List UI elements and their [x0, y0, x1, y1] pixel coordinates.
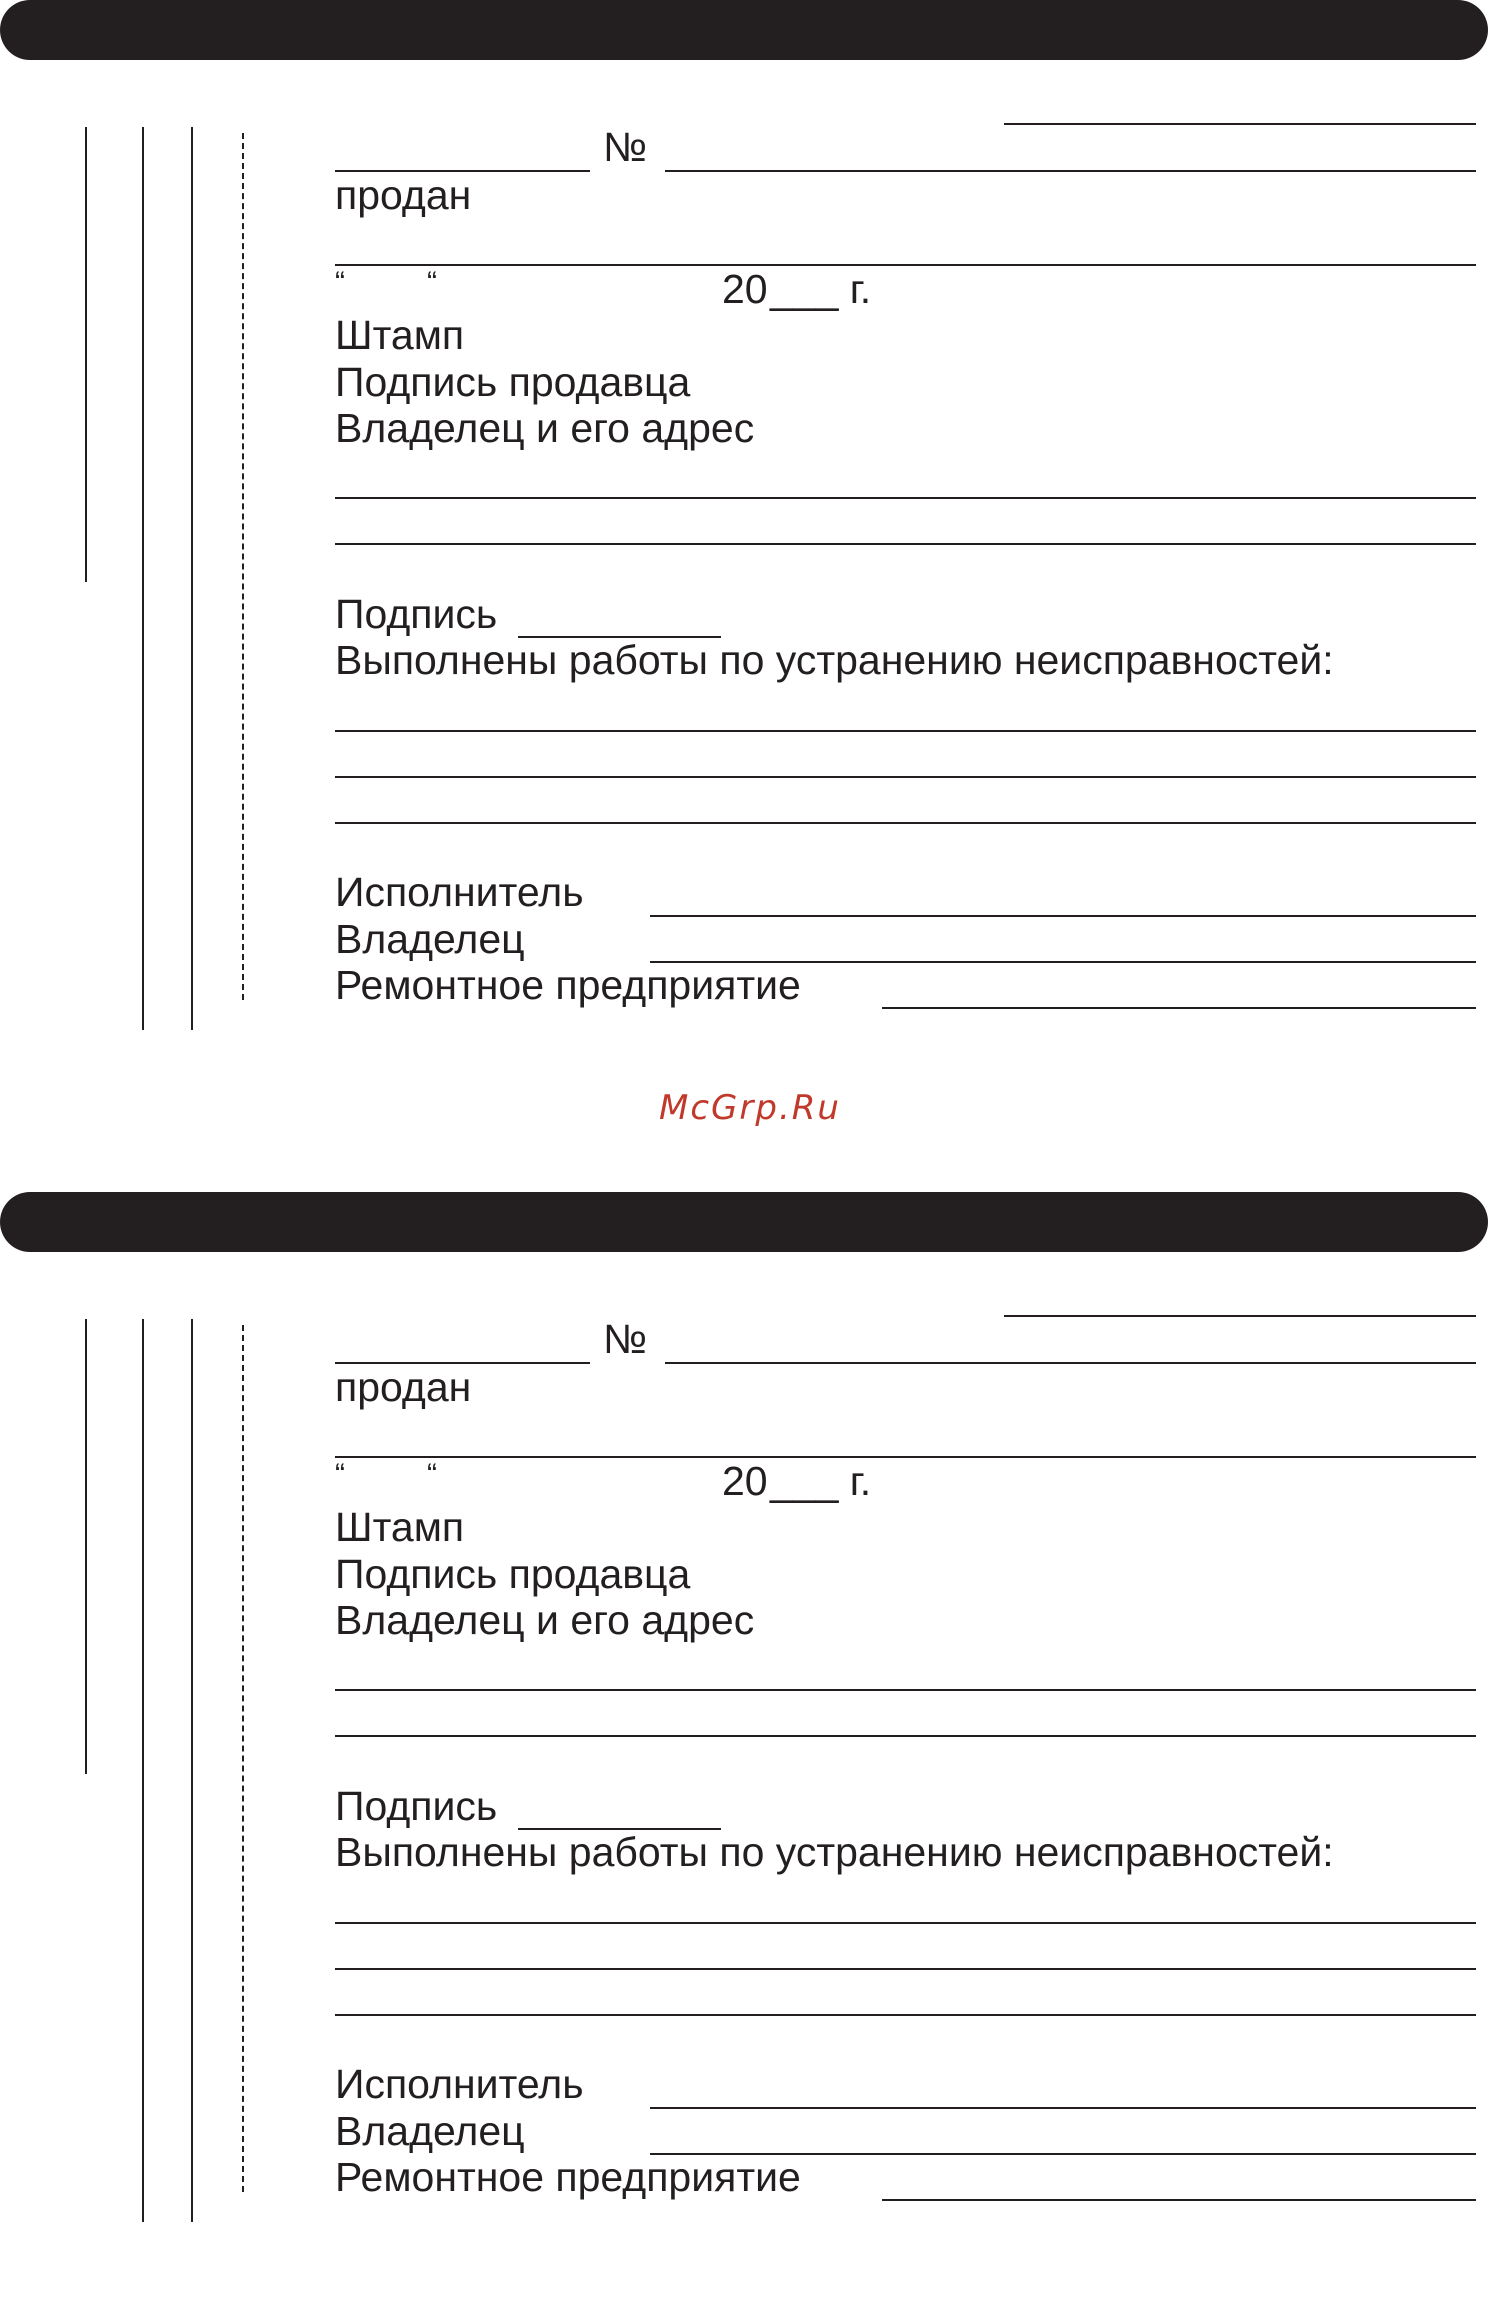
- repair-company-label: Ремонтное предприятие: [335, 2154, 801, 2200]
- executor-field[interactable]: [650, 2107, 1476, 2109]
- serial-number-field[interactable]: [665, 1362, 1476, 1364]
- executor-label: Исполнитель: [335, 869, 584, 915]
- margin-line: [142, 1319, 144, 2222]
- works-field[interactable]: [335, 1922, 1476, 1924]
- top-right-field[interactable]: [1004, 123, 1476, 125]
- sold-label: продан: [335, 1364, 472, 1410]
- owner-address-label: Владелец и его адрес: [335, 405, 755, 451]
- number-sign: №: [603, 124, 647, 170]
- warranty-coupon-2: [0, 1192, 1488, 2312]
- repair-company-field[interactable]: [882, 1007, 1476, 1009]
- cut-line: [242, 133, 244, 1000]
- repair-company-label: Ремонтное предприятие: [335, 962, 801, 1008]
- watermark: McGrp.Ru: [659, 1088, 841, 1128]
- works-field[interactable]: [335, 822, 1476, 824]
- cut-line: [242, 1325, 244, 2192]
- executor-field[interactable]: [650, 915, 1476, 917]
- margin-line: [85, 127, 87, 582]
- works-label: Выполнены работы по устранению неисправностей:: [335, 637, 1334, 683]
- top-right-field[interactable]: [1004, 1315, 1476, 1317]
- margin-line: [142, 127, 144, 1030]
- signature-label: Подпись: [335, 591, 498, 637]
- date-close-quote: “: [427, 266, 437, 299]
- owner-label: Владелец: [335, 916, 525, 962]
- stamp-label: Штамп: [335, 312, 465, 358]
- owner-address-field[interactable]: [335, 1735, 1476, 1737]
- seller-signature-label: Подпись продавца: [335, 1551, 691, 1597]
- year-prefix: 20: [722, 1458, 768, 1504]
- works-field[interactable]: [335, 730, 1476, 732]
- executor-label: Исполнитель: [335, 2061, 584, 2107]
- owner-address-label: Владелец и его адрес: [335, 1597, 755, 1643]
- repair-company-field[interactable]: [882, 2199, 1476, 2201]
- owner-address-field[interactable]: [335, 497, 1476, 499]
- works-field[interactable]: [335, 776, 1476, 778]
- date-close-quote: “: [427, 1458, 437, 1491]
- seller-signature-label: Подпись продавца: [335, 359, 691, 405]
- year-suffix: ___ г.: [770, 1458, 872, 1504]
- works-field[interactable]: [335, 1968, 1476, 1970]
- stamp-label: Штамп: [335, 1504, 465, 1550]
- owner-address-field[interactable]: [335, 543, 1476, 545]
- serial-number-field[interactable]: [665, 170, 1476, 172]
- year-suffix: ___ г.: [770, 266, 872, 312]
- margin-line: [191, 1319, 193, 2222]
- year-prefix: 20: [722, 266, 768, 312]
- owner-address-field[interactable]: [335, 1689, 1476, 1691]
- owner-label: Владелец: [335, 2108, 525, 2154]
- works-field[interactable]: [335, 2014, 1476, 2016]
- warranty-coupon-1: [0, 0, 1488, 1120]
- number-sign: №: [603, 1316, 647, 1362]
- works-label: Выполнены работы по устранению неисправностей:: [335, 1829, 1334, 1875]
- sold-field[interactable]: [335, 1456, 1476, 1458]
- margin-line: [85, 1319, 87, 1774]
- margin-line: [191, 127, 193, 1030]
- sold-field[interactable]: [335, 264, 1476, 266]
- signature-label: Подпись: [335, 1783, 498, 1829]
- sold-label: продан: [335, 172, 472, 218]
- date-open-quote: “: [335, 266, 345, 299]
- date-open-quote: “: [335, 1458, 345, 1491]
